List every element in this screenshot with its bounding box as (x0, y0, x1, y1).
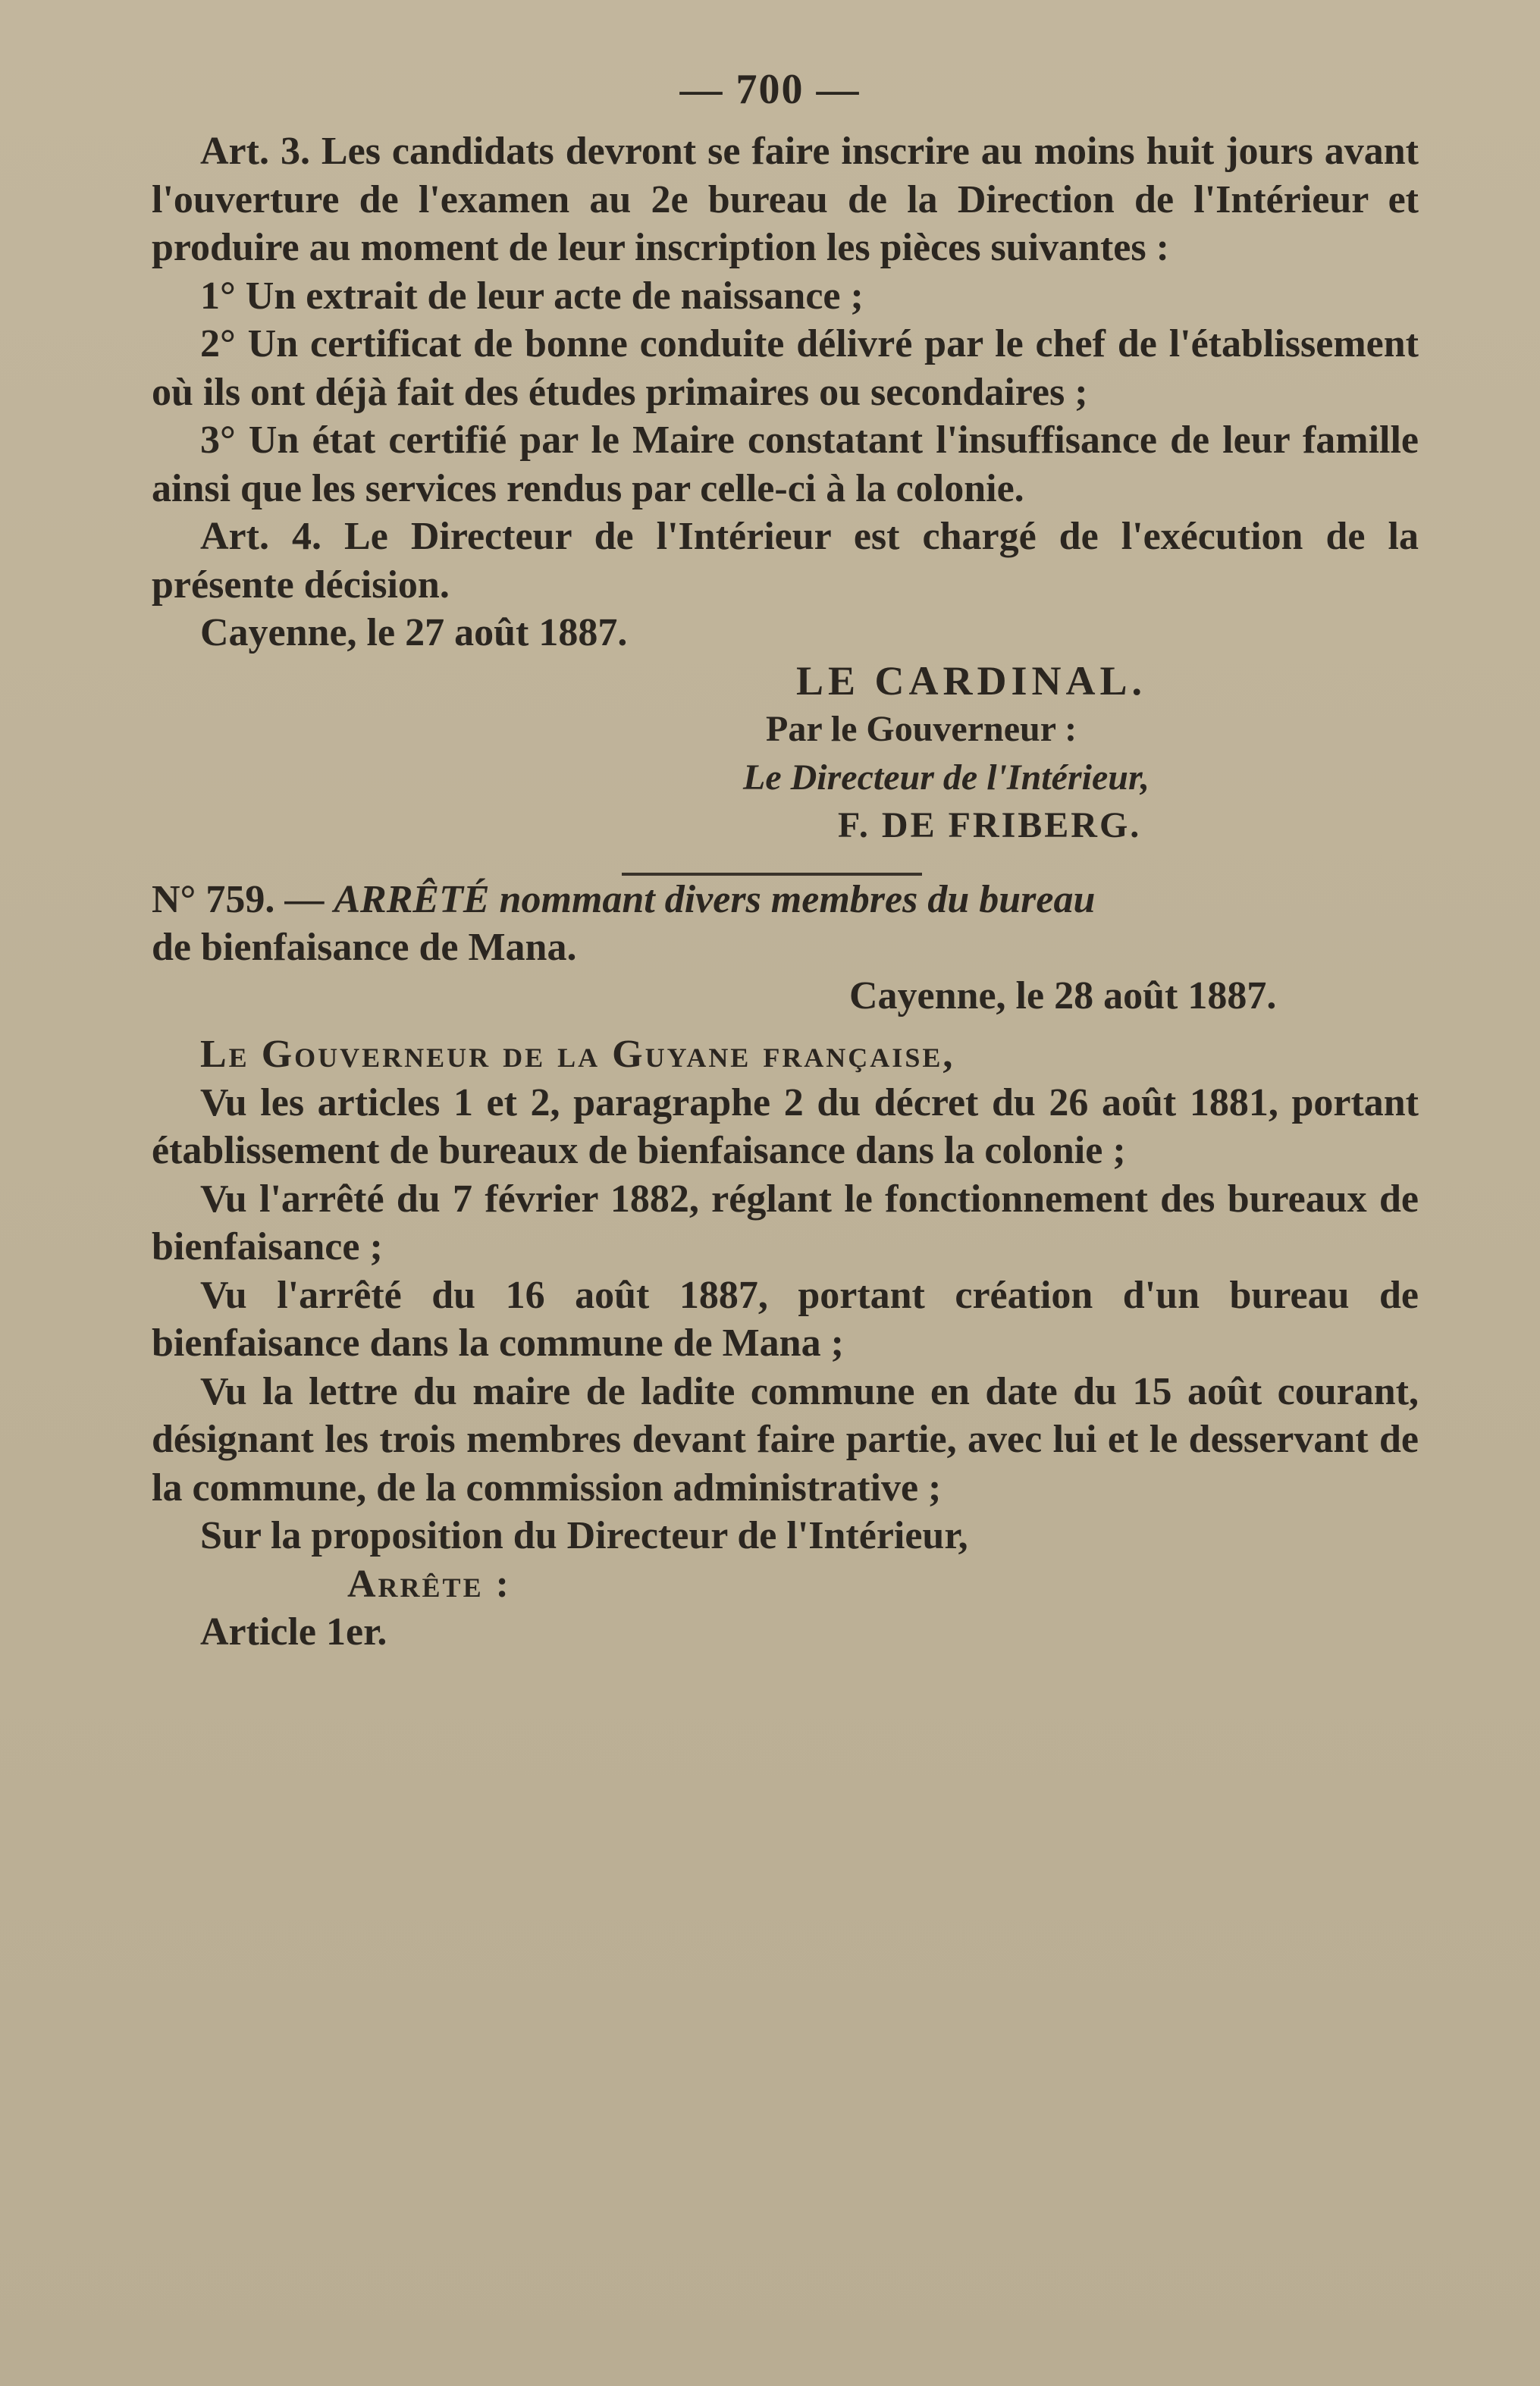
vu-4: Vu la lettre du maire de ladite commune en date du 15 août courant, désignant les trois membres devant faire partie, avec lui et le desservant de la commune, de la commission administrative ; (152, 1369, 1419, 1510)
arrete-date: Cayenne, le 28 août 1887. (849, 974, 1277, 1017)
arrete-word: Arrête : (347, 1562, 511, 1606)
arrete-title-1: ARRÊTÉ nommant divers membres du bureau (334, 877, 1096, 921)
gouverneur-line: Le Gouverneur de la Guyane française, (200, 1033, 955, 1076)
vu-2: Vu l'arrêté du 7 février 1882, réglant le fonctionnement des bureaux de bienfaisance ; (152, 1177, 1419, 1268)
art3-paragraph: Art. 3. Les candidats devront se faire inscrire au moins huit jours avant l'ouverture de l'examen au 2e bureau de la Direction de l'Intérieur et produire au moment de leur inscription les pièces suivantes : (152, 130, 1419, 269)
art4-paragraph: Art. 4. Le Directeur de l'Intérieur est chargé de l'exécution de la présente décision. (152, 515, 1419, 607)
art3-item-1: 1° Un extrait de leur acte de naissance ; (200, 274, 864, 318)
art3-item-3: 3° Un état certifié par le Maire constatant l'insuffisance de leur famille ainsi que les services rendus par celle-ci à la colonie. (152, 419, 1419, 510)
art3-item-2: 2° Un certificat de bonne conduite délivré par le chef de l'établissement où ils ont déjà fait des études primaires ou secondaires ; (152, 322, 1419, 414)
arrete-title-2: de bienfaisance de Mana. (152, 926, 577, 969)
signature-director: Le Directeur de l'Intérieur, (743, 757, 1150, 798)
signature-name: LE CARDINAL. (796, 657, 1147, 704)
arrete-number: N° 759. — (152, 877, 325, 921)
signature-par-gouverneur: Par le Gouverneur : (766, 709, 1077, 749)
signature-friberg: F. DE FRIBERG. (838, 805, 1142, 845)
body-text (152, 127, 1419, 1657)
date-line-1: Cayenne, le 27 août 1887. (200, 611, 628, 654)
vu-1: Vu les articles 1 et 2, paragraphe 2 du décret du 26 août 1881, portant établissement de bureaux de bienfaisance dans la colonie ; (152, 1080, 1419, 1172)
page-number: — 700 — (679, 66, 861, 113)
article-1: Article 1er. (200, 1610, 387, 1654)
arrete-heading (152, 876, 1419, 924)
vu-3: Vu l'arrêté du 16 août 1887, portant création d'un bureau de bienfaisance dans la commune de Mana ; (152, 1273, 1419, 1365)
sur-proposition: Sur la proposition du Directeur de l'Intérieur, (200, 1514, 968, 1557)
